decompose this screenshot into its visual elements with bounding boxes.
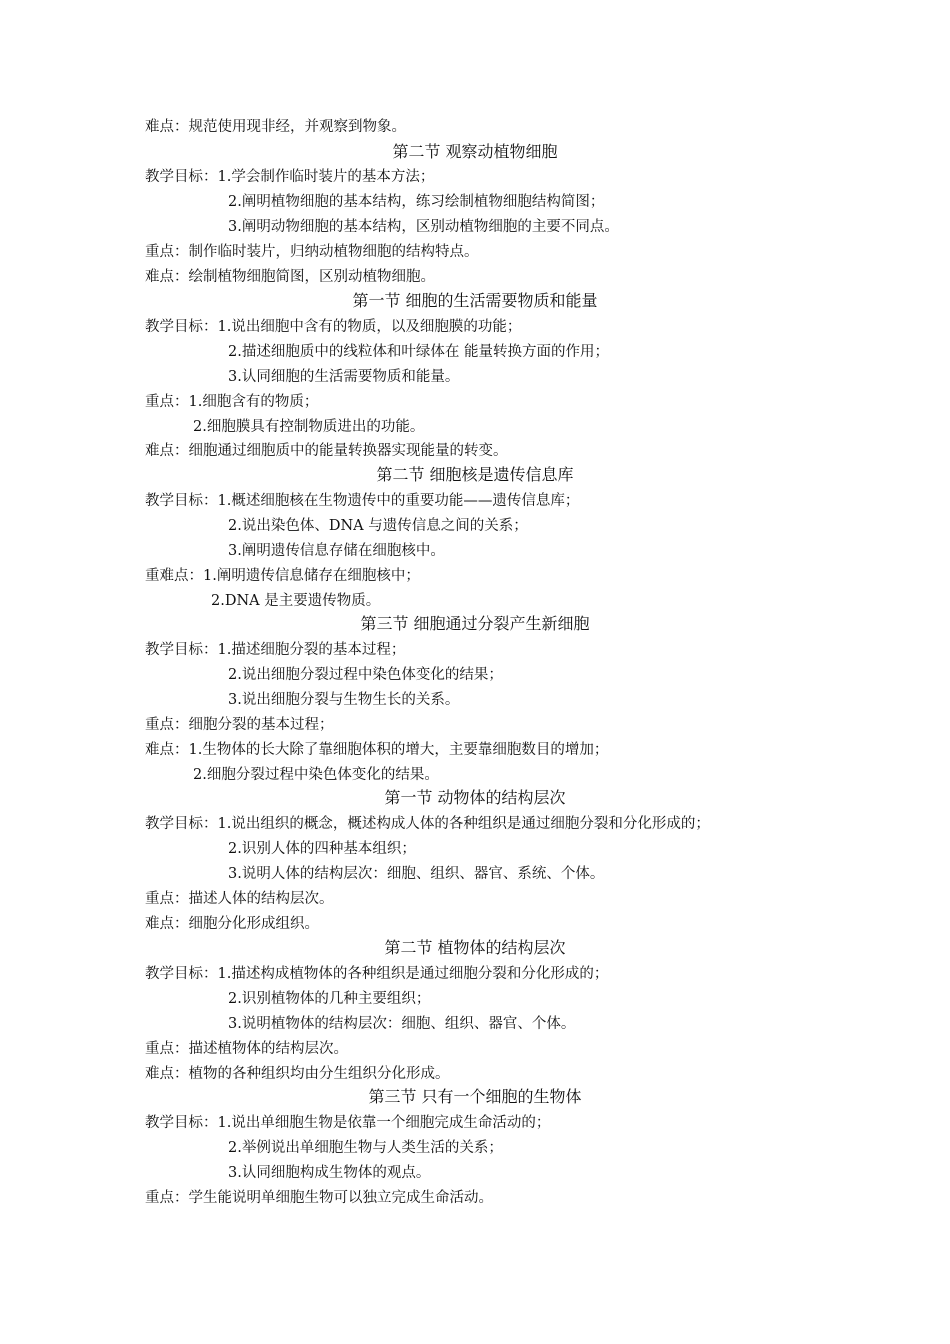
text-line: 教学目标：1.概述细胞核在生物遗传中的重要功能——遗传信息库； <box>145 493 580 509</box>
section-heading: 第二节 植物体的结构层次 <box>384 938 566 957</box>
text-line: 3.认同细胞构成生物体的观点。 <box>228 1165 431 1181</box>
text-line: 重点：细胞分裂的基本过程； <box>145 717 334 733</box>
text-line: 难点：1.生物体的长大除了靠细胞体积的增大，主要靠细胞数目的增加； <box>145 742 609 758</box>
text-line: 2.描述细胞质中的线粒体和叶绿体在 能量转换方面的作用； <box>228 344 609 360</box>
text-line: 2.说出细胞分裂过程中染色体变化的结果； <box>228 667 503 683</box>
text-line: 重难点：1.阐明遗传信息储存在细胞核中； <box>145 568 420 584</box>
text-line: 重点：制作临时装片，归纳动植物细胞的结构特点。 <box>145 244 479 260</box>
text-line: 2.细胞膜具有控制物质进出的功能。 <box>193 419 425 435</box>
section-heading: 第一节 动物体的结构层次 <box>384 788 566 807</box>
text-line: 教学目标：1.说出细胞中含有的物质，以及细胞膜的功能； <box>145 319 522 335</box>
section-heading: 第三节 只有一个细胞的生物体 <box>368 1087 582 1106</box>
text-line: 3.说明植物体的结构层次：细胞、组织、器官、个体。 <box>228 1016 576 1032</box>
text-line: 2.识别人体的四种基本组织； <box>228 841 416 857</box>
text-line: 教学目标：1.说出单细胞生物是依靠一个细胞完成生命活动的； <box>145 1115 551 1131</box>
text-line: 难点：细胞通过细胞质中的能量转换器实现能量的转变。 <box>145 443 508 459</box>
text-line: 重点：1.细胞含有的物质； <box>145 394 319 410</box>
text-line: 2.识别植物体的几种主要组织； <box>228 991 431 1007</box>
section-heading: 第二节 细胞核是遗传信息库 <box>376 465 574 484</box>
text-line: 3.说明人体的结构层次：细胞、组织、器官、系统、个体。 <box>228 866 605 882</box>
text-line: 2.举例说出单细胞生物与人类生活的关系； <box>228 1140 503 1156</box>
text-line: 难点：绘制植物细胞简图，区别动植物细胞。 <box>145 269 435 285</box>
text-line: 2.细胞分裂过程中染色体变化的结果。 <box>193 767 439 783</box>
text-line: 教学目标：1.描述细胞分裂的基本过程； <box>145 642 406 658</box>
text-line: 难点：细胞分化形成组织。 <box>145 916 319 932</box>
text-line: 教学目标：1.说出组织的概念，概述构成人体的各种组织是通过细胞分裂和分化形成的； <box>145 816 710 832</box>
text-line: 重点：描述植物体的结构层次。 <box>145 1041 348 1057</box>
text-line: 难点：植物的各种组织均由分生组织分化形成。 <box>145 1066 450 1082</box>
text-line: 2.阐明植物细胞的基本结构，练习绘制植物细胞结构简图； <box>228 194 605 210</box>
text-line: 3.阐明动物细胞的基本结构，区别动植物细胞的主要不同点。 <box>228 219 619 235</box>
text-line: 重点：学生能说明单细胞生物可以独立完成生命活动。 <box>145 1190 493 1206</box>
section-heading: 第三节 细胞通过分裂产生新细胞 <box>360 614 590 633</box>
text-line: 3.认同细胞的生活需要物质和能量。 <box>228 369 460 385</box>
text-line: 教学目标：1.学会制作临时装片的基本方法； <box>145 169 435 185</box>
text-line: 难点：规范使用现非经，并观察到物象。 <box>145 119 406 135</box>
section-heading: 第一节 细胞的生活需要物质和能量 <box>352 291 598 310</box>
text-line: 3.说出细胞分裂与生物生长的关系。 <box>228 692 460 708</box>
text-line: 2.DNA 是主要遗传物质。 <box>211 593 381 609</box>
text-line: 2.说出染色体、DNA 与遗传信息之间的关系； <box>228 518 528 534</box>
section-heading: 第二节 观察动植物细胞 <box>392 142 558 161</box>
text-line: 3.阐明遗传信息存储在细胞核中。 <box>228 543 445 559</box>
text-line: 重点：描述人体的结构层次。 <box>145 891 334 907</box>
text-line: 教学目标：1.描述构成植物体的各种组织是通过细胞分裂和分化形成的； <box>145 966 609 982</box>
